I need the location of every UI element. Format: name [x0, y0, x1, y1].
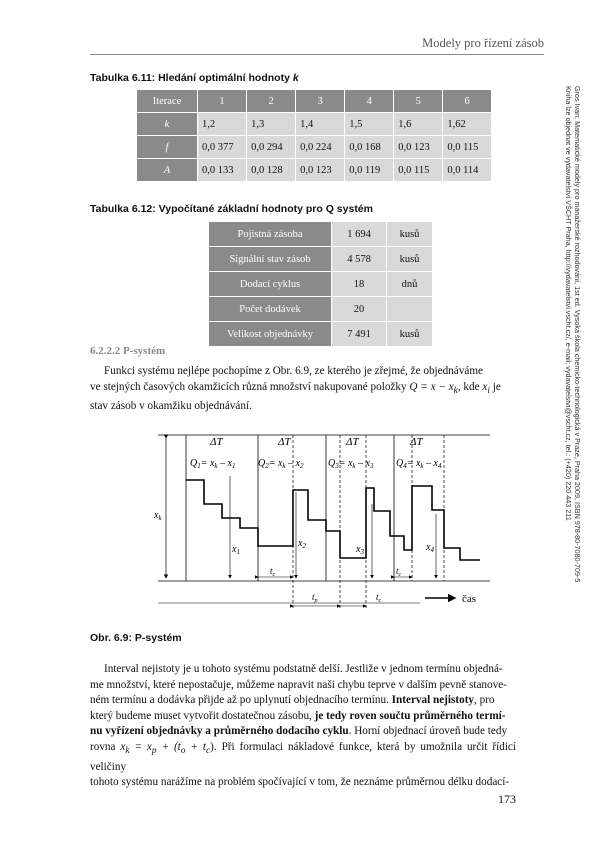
- formula: x: [120, 740, 126, 753]
- table-cell: kusů: [387, 247, 433, 272]
- formula-sub: o: [180, 746, 186, 757]
- para-text: rovna: [90, 740, 121, 753]
- para-bold: je tedy roven součtu průměrného termí-: [314, 709, 506, 722]
- row-label: Pojistná zásoba: [209, 222, 332, 247]
- para-text: který budeme muset vytvořit dostatečnou zásobu,: [90, 709, 315, 722]
- row-label: Dodací cyklus: [209, 272, 332, 297]
- table-cell: 1,3: [247, 113, 296, 136]
- formula: + (t: [156, 740, 181, 753]
- table-6-12: [208, 221, 433, 347]
- delta-t-label: ΔT: [346, 436, 359, 448]
- table-cell: 0,0 128: [247, 159, 296, 182]
- table-cell: 0,0 377: [198, 136, 247, 159]
- table-6-11: [136, 89, 492, 182]
- var-x: x: [482, 380, 488, 393]
- x1-label: $x_1$: [232, 544, 240, 556]
- table-row: [209, 297, 433, 322]
- header-cell: 1: [198, 90, 247, 113]
- table-cell: 1,4: [296, 113, 345, 136]
- table-row: [209, 247, 433, 272]
- table-cell: 1,62: [443, 113, 492, 136]
- table-cell: 0,0 114: [443, 159, 492, 182]
- para-line: [90, 380, 516, 400]
- table-6-11-caption: [90, 72, 299, 84]
- paragraph-2: [90, 662, 516, 791]
- header-cell: 4: [345, 90, 394, 113]
- header-cell: 5: [394, 90, 443, 113]
- para-line: tohoto systému narážíme na problém spočívající v tom, že neznáme průměrnou délku dodací-: [90, 776, 510, 789]
- para-line: [90, 693, 516, 709]
- row-label: k: [137, 113, 198, 136]
- table-row: [209, 222, 433, 247]
- formula: = x: [129, 740, 152, 753]
- formula: + t: [185, 740, 206, 753]
- table-6-12-caption: Tabulka 6.12: Vypočítané základní hodnoty pro Q systém: [90, 203, 373, 215]
- delta-t-label: ΔT: [278, 436, 291, 448]
- x4-label: $x_4$: [426, 542, 434, 554]
- time-axis-label: čas: [462, 593, 477, 605]
- para-line: [90, 740, 516, 775]
- caption-text: Tabulka 6.11: Hledání optimální hodnoty: [90, 72, 293, 84]
- table-cell: 0,0 133: [198, 159, 247, 182]
- xk-label: $x_k$: [154, 510, 162, 522]
- para-line: Funkci systému nejlépe pochopíme z Obr. 6.9, ze kterého je zřejmé, že objednáváme: [104, 365, 483, 377]
- running-head: Modely pro řízení zásob: [422, 36, 544, 50]
- table-header-row: [137, 90, 492, 113]
- table-cell: 0,0 123: [296, 159, 345, 182]
- header-cell: 6: [443, 90, 492, 113]
- para-line: Interval nejistoty je u tohoto systému podstatně delší. Jestliže v jednom termínu objedná-: [104, 663, 503, 675]
- figure-p-system: [150, 428, 500, 614]
- row-label: Velikost objednávky: [209, 322, 332, 347]
- para-bold: nu vyřízení objednávky a průměrného dodacího cyklu: [90, 725, 349, 738]
- para-line: [90, 709, 516, 725]
- q-label-2: $Q_2= x_k - x_2$: [258, 458, 304, 470]
- figure-caption: Obr. 6.9: P-systém: [90, 632, 182, 644]
- formula: Q = x − x: [409, 380, 454, 393]
- formula-sub: k: [125, 746, 130, 757]
- header-cell: 3: [296, 90, 345, 113]
- page-number: 173: [498, 792, 516, 806]
- x2-label: $x_2$: [298, 538, 306, 550]
- para-text: , kde: [457, 380, 483, 393]
- table-row: [209, 272, 433, 297]
- para-bold: Interval nejistoty: [391, 694, 475, 707]
- lead-time-label: $t_c$: [270, 566, 276, 578]
- table-cell: 18: [332, 272, 387, 297]
- section-title: 6.2.2.2 P-systém: [90, 345, 166, 357]
- para-text: je: [489, 380, 501, 393]
- para-text: . Horní objednací úroveň bude tedy: [348, 725, 508, 738]
- formula-sub: p: [151, 746, 157, 757]
- table-cell: 1,2: [198, 113, 247, 136]
- para-line: [90, 724, 516, 740]
- para-text: ). Při formulaci nákladové funkce, která by umožnila určit řídicí veličiny: [90, 740, 517, 773]
- x3-label: $x_3$: [356, 544, 364, 556]
- table-cell: 0,0 224: [296, 136, 345, 159]
- para-text: ve stejných časových okamžicích různá množství nakupované položky: [90, 380, 410, 393]
- row-label: f: [137, 136, 198, 159]
- delta-t-label: ΔT: [410, 436, 423, 448]
- header-cell: Iterace: [137, 90, 198, 113]
- table-cell: 1,6: [394, 113, 443, 136]
- para-text: , pro: [474, 694, 495, 707]
- table-cell: 20: [332, 297, 387, 322]
- header-rule: [90, 54, 544, 55]
- table-cell: kusů: [387, 322, 433, 347]
- table-cell: 0,0 294: [247, 136, 296, 159]
- table-cell: 1,5: [345, 113, 394, 136]
- table-cell: 1 694: [332, 222, 387, 247]
- tp-label: $t_p$: [312, 592, 318, 604]
- table-row: [209, 322, 433, 347]
- side-note: [566, 86, 582, 666]
- q-label-1: $Q_1= x_k - x_1$: [190, 458, 236, 470]
- para-line: me množství, které nepostačuje, můžeme napravit naši chybu teprve v dalším pevně stanove-: [90, 678, 507, 691]
- table-cell: 0,0 123: [394, 136, 443, 159]
- formula-sub: c: [205, 746, 211, 757]
- para-line: stav zásob v okamžiku objednávání.: [90, 400, 252, 413]
- table-cell: 0,0 115: [443, 136, 492, 159]
- delta-t-label: ΔT: [210, 436, 223, 448]
- table-cell: 0,0 115: [394, 159, 443, 182]
- table-row: [137, 113, 492, 136]
- table-cell: [387, 297, 433, 322]
- q-label-3: $Q_3= x_k - x_3$: [328, 458, 374, 470]
- header-cell: 2: [247, 90, 296, 113]
- table-cell: 4 578: [332, 247, 387, 272]
- lead-time-label: $t_c$: [396, 566, 402, 578]
- table-cell: 0,0 168: [345, 136, 394, 159]
- formula-sub: k: [453, 385, 458, 396]
- table-cell: kusů: [387, 222, 433, 247]
- tc-label: $t_c$: [376, 592, 382, 604]
- row-label: A: [137, 159, 198, 182]
- paragraph-1: [90, 364, 516, 415]
- caption-var: k: [292, 72, 299, 84]
- para-text: ném termínu a dodávka přijde až po uplynutí objednacího termínu.: [90, 694, 392, 707]
- table-cell: dnů: [387, 272, 433, 297]
- var-x-sub: i: [487, 385, 490, 396]
- side-note-line-1: Gros Ivan: Matematické modely pro manažerské rozhodování, 1st ed. Vysoká škola chemicko-technologická v Praze, Praha 2009, ISBN 978-80-7080-709-5: [573, 86, 582, 583]
- table-cell: 0,0 119: [345, 159, 394, 182]
- table-row: [137, 136, 492, 159]
- row-label: Signální stav zásob: [209, 247, 332, 272]
- table-row: [137, 159, 492, 182]
- row-label: Počet dodávek: [209, 297, 332, 322]
- q-label-4: $Q_4= x_k - x_4$: [396, 458, 442, 470]
- side-note-line-2: Kniha lze objednat ve vydavatelství VŠCHT Praha, http://vydavatelstvi.vscht.cz/, e-mail: vydavatelstvi@vscht.cz, tel.: (+420) 220 443 211: [564, 86, 573, 521]
- table-cell: 7 491: [332, 322, 387, 347]
